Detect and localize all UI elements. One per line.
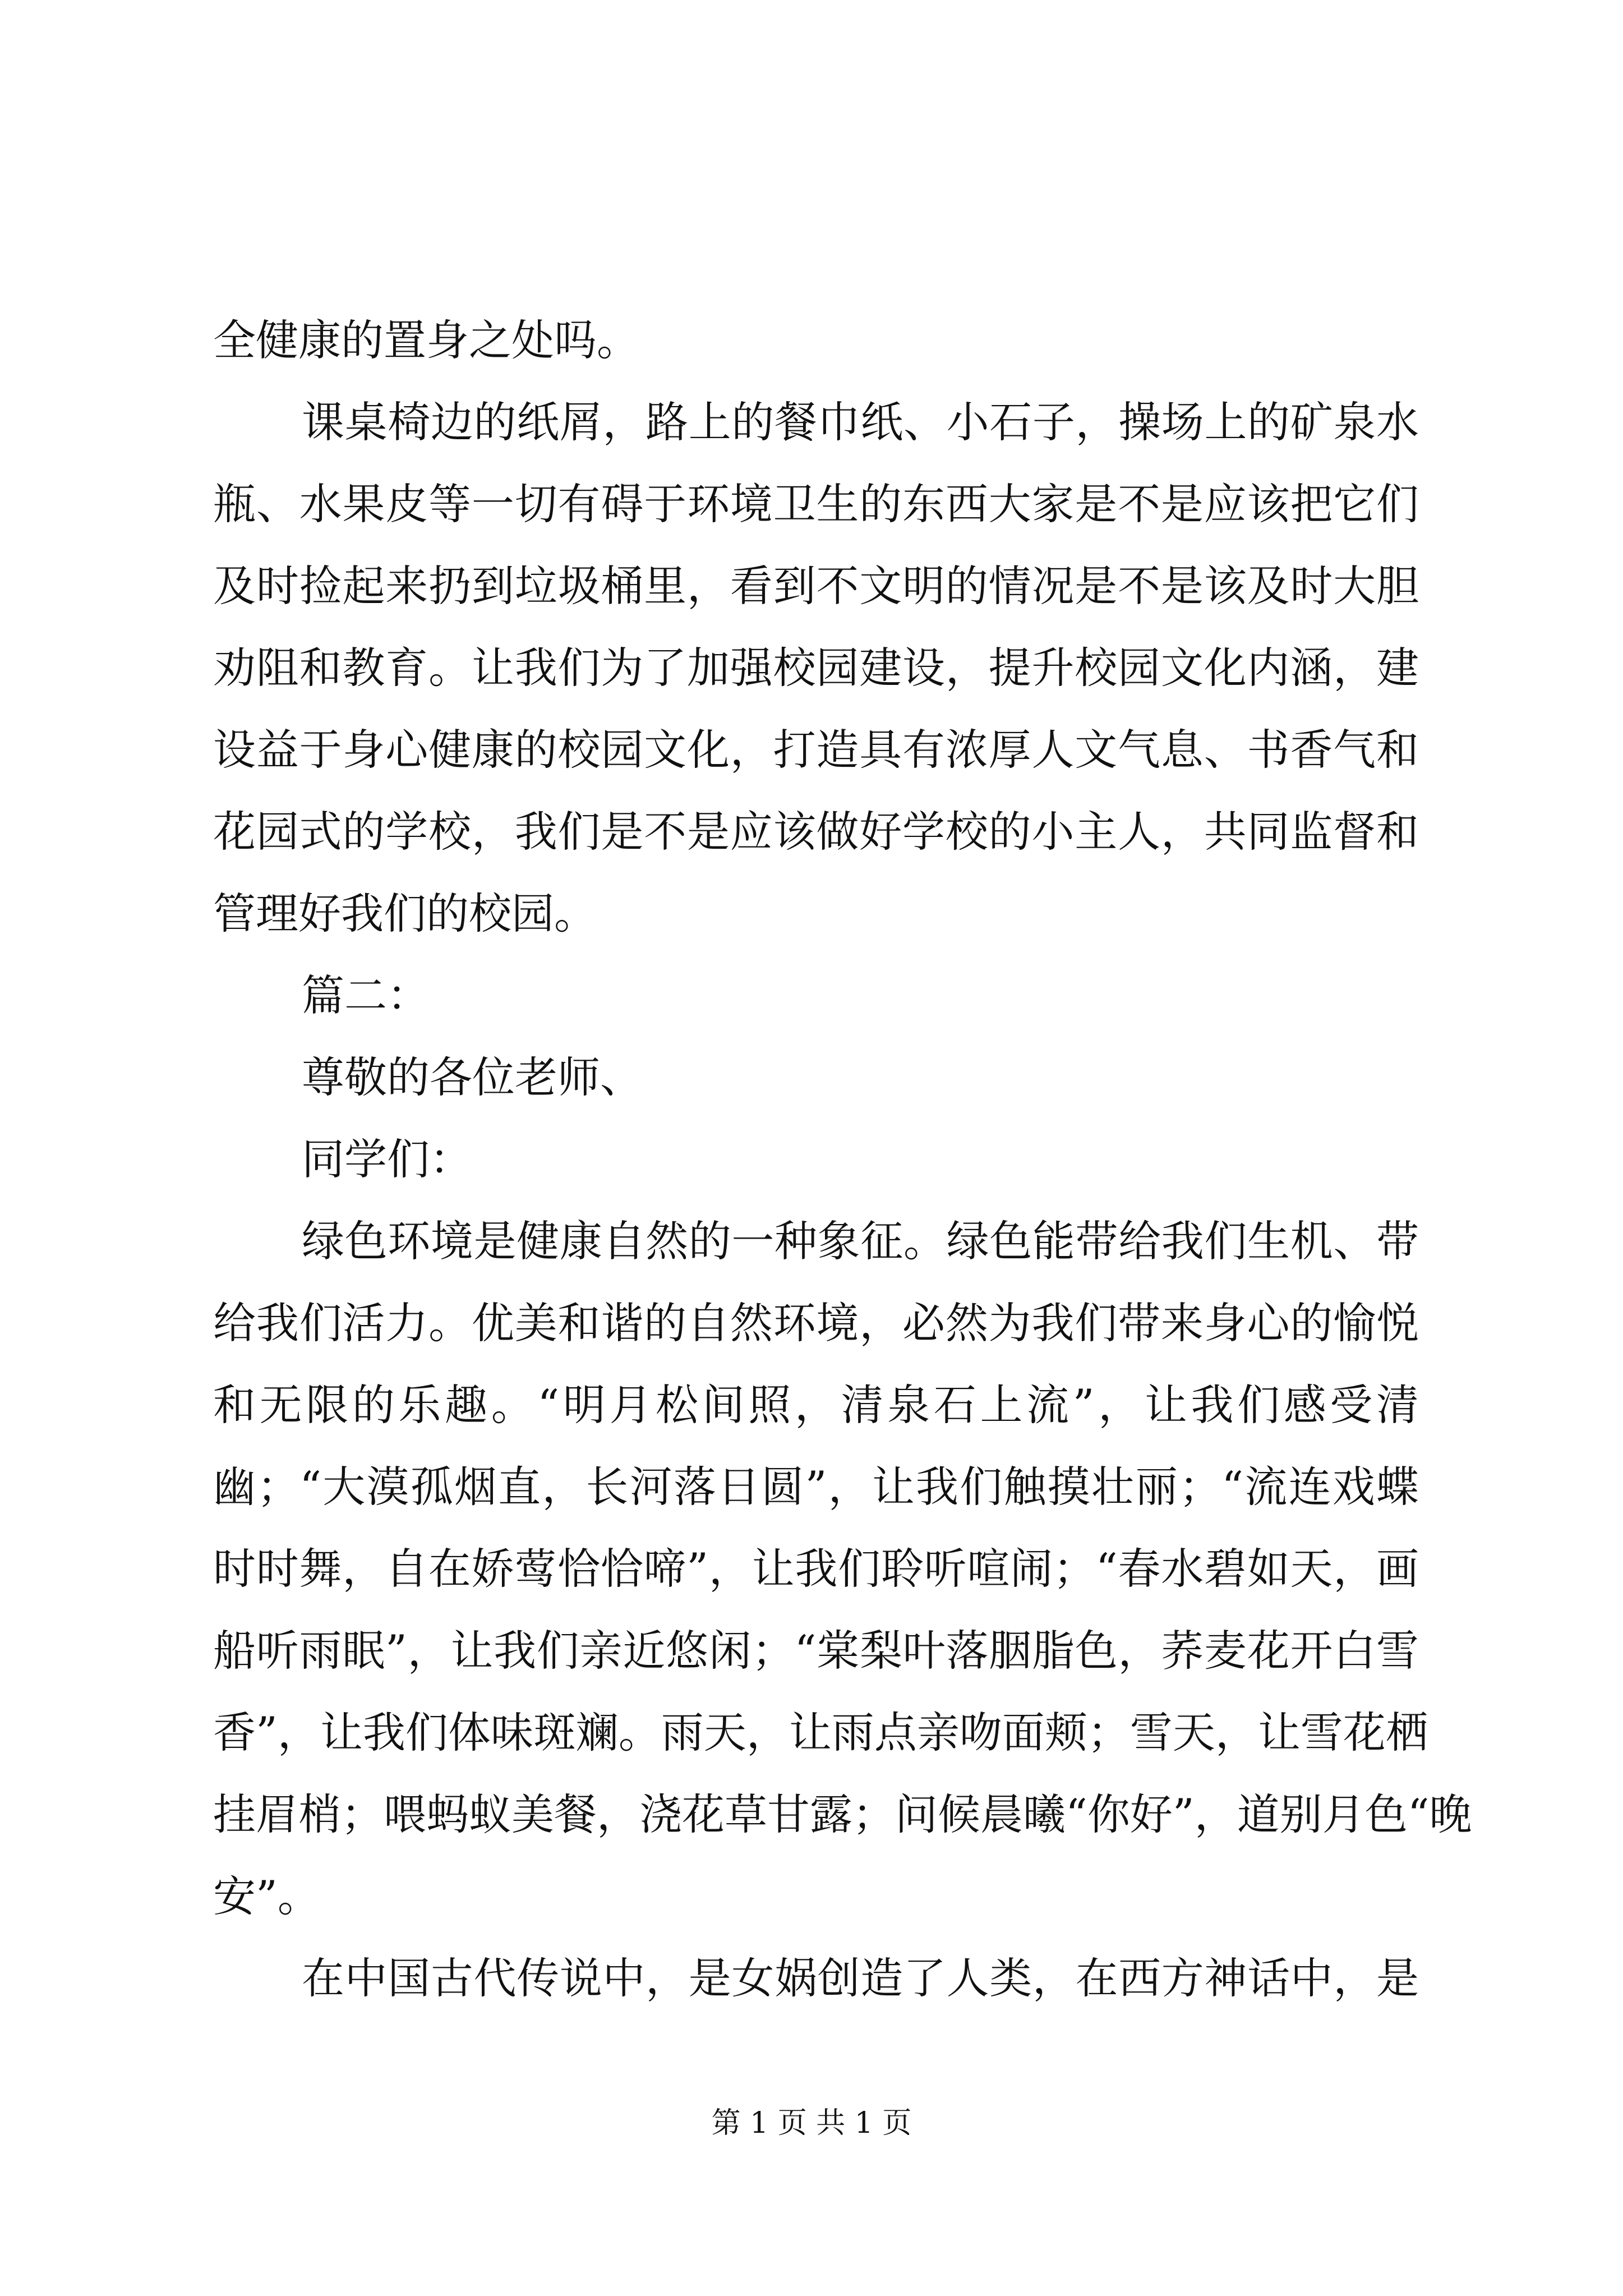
page-footer: 第 1 页 共 1 页 xyxy=(711,2106,912,2140)
body-line: 挂眉梢；喂蚂蚁美餐，浇花草甘露；问候晨曦“你好”，道别月色“晚 xyxy=(213,1789,1472,1839)
body-line: 和无限的乐趣。“明月松间照，清泉石上流”，让我们感受清 xyxy=(213,1380,1419,1430)
body-line: 设益于身心健康的校园文化，打造具有浓厚人文气息、书香气和 xyxy=(213,725,1419,775)
body-line: 时时舞，自在娇莺恰恰啼”，让我们聆听喧闹；“春水碧如天，画 xyxy=(213,1544,1419,1594)
salutation-line: 同学们： xyxy=(302,1134,472,1184)
body-line: 香”，让我们体味斑斓。雨天，让雨点亲吻面颊；雪天，让雪花栖 xyxy=(213,1708,1428,1757)
body-line: 瓶、水果皮等一切有碍于环境卫生的东西大家是不是应该把它们 xyxy=(213,479,1419,529)
body-line: 花园式的学校，我们是不是应该做好学校的小主人，共同监督和 xyxy=(213,807,1419,857)
body-line: 在中国古代传说中，是女娲创造了人类，在西方神话中，是 xyxy=(302,1953,1419,2003)
section-heading: 篇二： xyxy=(302,970,430,1020)
body-line: 全健康的置身之处吗。 xyxy=(213,315,639,365)
body-line: 课桌椅边的纸屑，路上的餐巾纸、小石子，操场上的矿泉水 xyxy=(302,397,1419,447)
body-line: 绿色环境是健康自然的一种象征。绿色能带给我们生机、带 xyxy=(302,1216,1419,1266)
body-line: 管理好我们的校园。 xyxy=(213,889,597,938)
body-line: 及时捡起来扔到垃圾桶里，看到不文明的情况是不是该及时大胆 xyxy=(213,561,1419,611)
salutation-line: 尊敬的各位老师、 xyxy=(302,1052,643,1102)
body-line: 安”。 xyxy=(213,1871,320,1921)
body-line: 劝阻和教育。让我们为了加强校园建设，提升校园文化内涵，建 xyxy=(213,643,1419,693)
body-line: 幽；“大漠孤烟直，长河落日圆”，让我们触摸壮丽；“流连戏蝶 xyxy=(213,1462,1419,1512)
body-line: 给我们活力。优美和谐的自然环境，必然为我们带来身心的愉悦 xyxy=(213,1298,1419,1348)
body-line: 船听雨眠”，让我们亲近悠闲；“棠梨叶落胭脂色，荞麦花开白雪 xyxy=(213,1626,1419,1676)
